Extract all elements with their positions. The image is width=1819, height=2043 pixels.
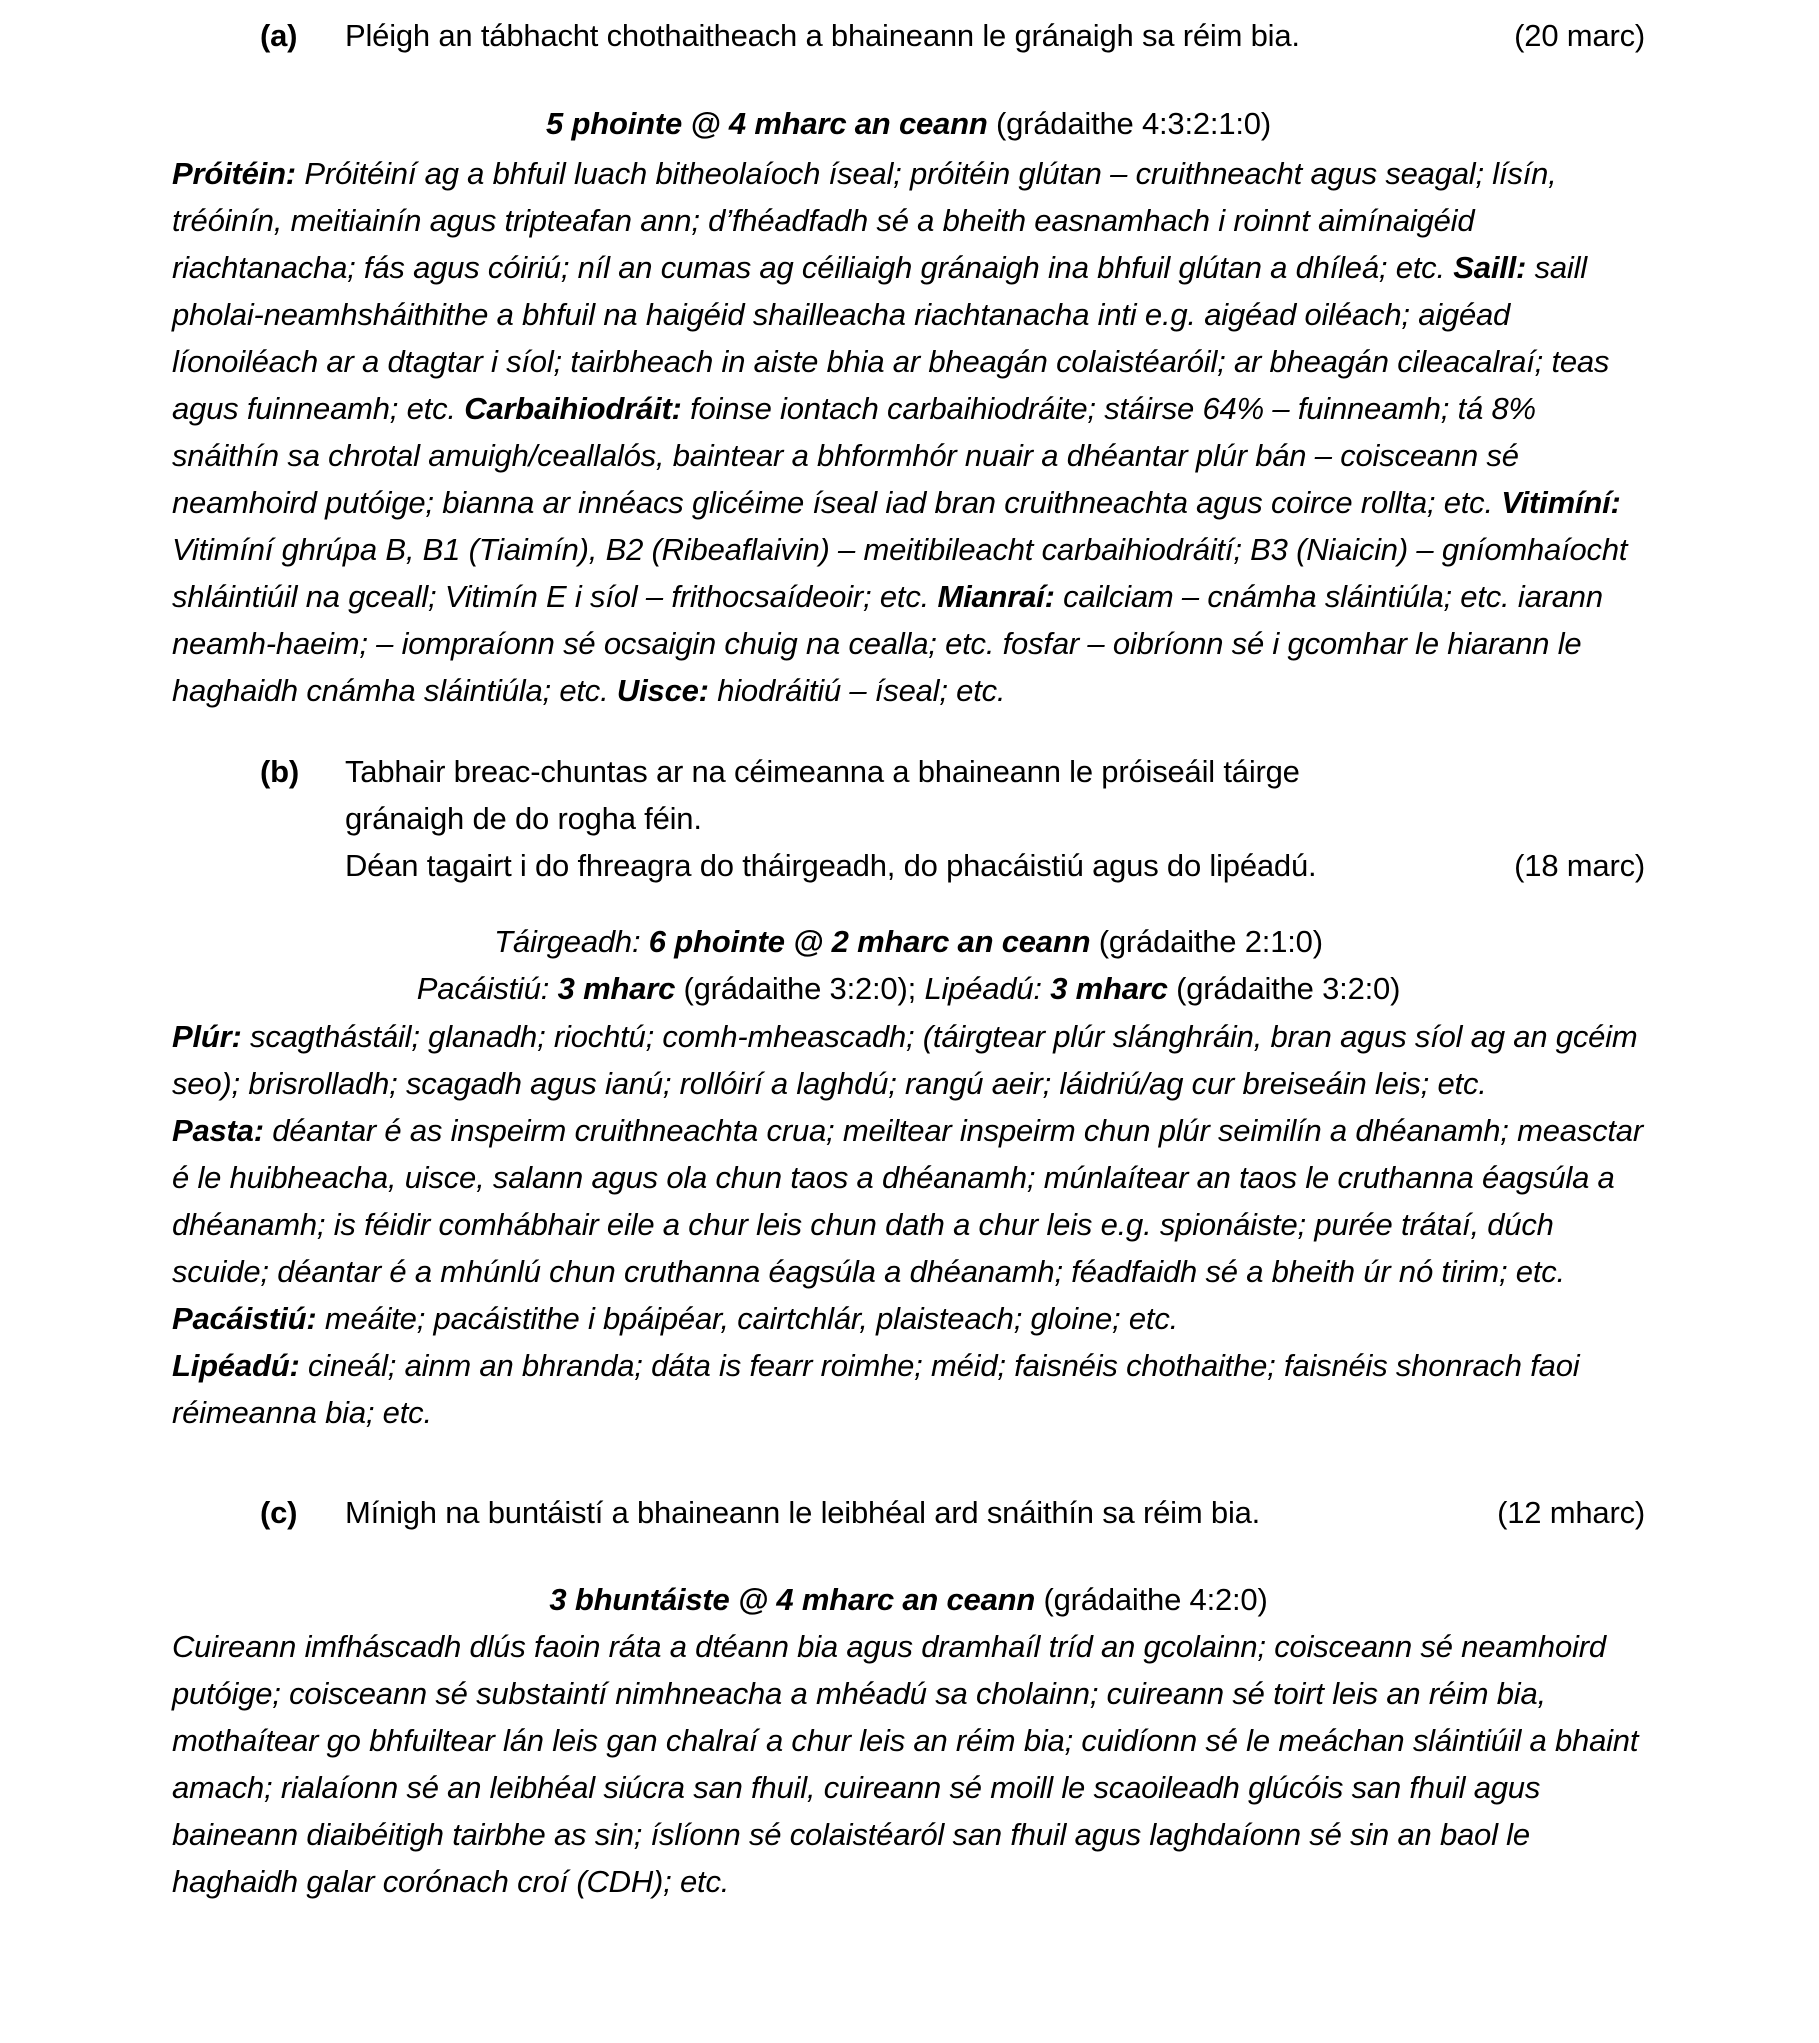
- text-run: 3 mharc: [557, 971, 676, 1006]
- text-run: Pacáistiú:: [416, 971, 558, 1006]
- text-run: Vitimíní:: [1501, 485, 1621, 520]
- question-a-indent: [172, 12, 260, 59]
- text-run: Lipéadú:: [924, 971, 1051, 1006]
- question-b-line-3: Déan tagairt i do fhreagra do tháirgeadh, do phacáistiú agus do lipéadú.: [345, 848, 1317, 883]
- section-c: [172, 1489, 1645, 1905]
- text-run: (grádaithe 4:2:0): [1035, 1582, 1268, 1617]
- question-c-marks: (12 mharc): [1497, 1495, 1645, 1530]
- question-b-indent: [172, 748, 260, 889]
- text-run: 3 mharc: [1050, 971, 1168, 1006]
- text-run: (grádaithe 3:2:0);: [675, 971, 925, 1006]
- text-run: meáite; pacáistithe i bpáipéar, cairtchlár, plaisteach; gloine; etc.: [324, 1301, 1179, 1336]
- marking-scheme-line-b1: [172, 918, 1645, 965]
- marking-scheme-b: [172, 918, 1645, 1012]
- question-c-text: Mínigh na buntáistí a bhaineann le leibhéal ard snáithín sa réim bia.: [345, 1495, 1261, 1530]
- question-c-indent: [172, 1489, 260, 1536]
- text-run: Saill:: [1453, 250, 1535, 285]
- question-b-label: (b): [260, 754, 299, 789]
- section-a: [172, 12, 1645, 714]
- question-a-label: (a): [260, 18, 298, 53]
- text-run: Mianraí:: [937, 579, 1064, 614]
- question-b-line-1: Tabhair breac-chuntas ar na céimeanna a bhaineann le próiseáil táirge: [345, 754, 1300, 789]
- text-run: saill pholai-neamhsháithithe a bhfuil na haigéid shailleacha riachtanacha inti e.g. aigéad oiléach; aigéad líonoiléach ar a dtagtar i síol; tairbheach in aiste bhia ar bheagán colaistéaróil; ar bheagán cileacalraí; teas agus fuinneamh; etc.: [172, 250, 1610, 426]
- text-run: déantar é as inspeirm cruithneachta crua; meiltear inspeirm chun plúr seimilín a dhéanamh; measctar é le huibheacha, uisce, salann agus ola chun taos a dhéanamh; múnlaítear an taos le cruthanna éagsúla a dhéanamh; is féidir comhábhair eile a chur leis chun dath a chur leis e.g. spionáiste; purée trátaí, dúch scuide; déantar é a mhúnlú chun cruthanna éagsúla a dhéanamh; féadfaidh sé a bheith úr nó tirim; etc.: [172, 1113, 1643, 1289]
- text-run: Próitéin:: [172, 156, 305, 191]
- marking-scheme-line-b2: [172, 965, 1645, 1012]
- answer-paragraph-a: [172, 150, 1645, 714]
- question-a-marks: (20 marc): [1514, 18, 1645, 53]
- answers-b: [172, 1013, 1645, 1436]
- answer-paragraph-packaging: [172, 1295, 1645, 1342]
- answer-paragraph-labelling: [172, 1342, 1645, 1436]
- text-run: Carbaihiodráit:: [464, 391, 691, 426]
- text-run: Próitéiní ag a bhfuil luach bitheolaíoch íseal; próitéin glútan – cruithneacht agus seagal; lísín, tréóinín, meitiainín agus tripteafan ann; d’fhéadfadh sé a bheith easnamhach i roinnt aimínaigéid riachtanacha; fás agus cóiriú; níl an cumas ag céiliaigh gránaigh ina bhfuil glútan a dhíleá; etc.: [172, 156, 1557, 285]
- text-run: scagthástáil; glanadh; riochtú; comh-mheascadh; (táirgtear plúr slánghráin, bran agus síol ag an gcéim seo); brisrolladh; scagadh agus ianú; rollóirí a laghdú; rangú aeir; láidriú/ag cur breiseáin leis; etc.: [172, 1019, 1638, 1101]
- text-run: Pacáistiú:: [172, 1301, 325, 1336]
- question-b-marks: (18 marc): [1514, 848, 1645, 883]
- text-run: Uisce:: [616, 673, 718, 708]
- question-a-text: Pléigh an tábhacht chothaitheach a bhaineann le gránaigh sa réim bia.: [345, 18, 1300, 53]
- text-run: 5 phointe @ 4 mharc an ceann: [546, 106, 988, 141]
- text-run: Vitimíní ghrúpa B, B1 (Tiaimín), B2 (Ribeaflaivin) – meitibileacht carbaihiodráití; B3 (Niaicin) – gníomhaíocht shláintiúil na gceall; Vitimín E i síol – frithocsaídeoir; etc.: [172, 532, 1628, 614]
- marking-scheme-line-c: [172, 1576, 1645, 1623]
- text-run: Cuireann imfháscadh dlús faoin ráta a dtéann bia agus dramhaíl tríd an gcolainn; coisceann sé neamhoird putóige; coisceann sé substaintí nimhneacha a mhéadú sa cholainn; cuireann sé toirt leis an réim bia, mothaítear go bhfuiltear lán leis gan chalraí a chur leis an réim bia; cuidíonn sé le meáchan sláintiúil a bhaint amach; rialaíonn sé an leibhéal siúcra san fhuil, cuireann sé moill le scaoileadh glúcóis san fhuil agus baineann diaibéitigh tairbhe as sin; íslíonn sé colaistéaról san fhuil agus laghdaíonn sé sin an baol le haghaidh galar corónach croí (CDH); etc.: [172, 1629, 1639, 1899]
- answer-paragraph-c: [172, 1623, 1645, 1905]
- question-c-label: (c): [260, 1495, 298, 1530]
- question-c-header: [172, 1489, 1645, 1536]
- text-run: foinse iontach carbaihiodráite; stáirse 64% – fuinneamh; tá 8% snáithín sa chrotal amuigh/ceallalós, baintear a bhformhór nuair a dhéantar plúr bán – coisceann sé neamhoird putóige; bianna ar innéacs glicéime íseal iad bran cruithneachta agus coirce rollta; etc.: [172, 391, 1536, 520]
- question-b-line-2: gránaigh de do rogha féin.: [345, 801, 702, 836]
- question-b-header: [172, 748, 1645, 889]
- text-run: Pasta:: [172, 1113, 273, 1148]
- text-run: (grádaithe 3:2:0): [1167, 971, 1401, 1006]
- question-a-header: [172, 12, 1645, 59]
- text-run: cailciam – cnámha sláintiúla; etc. iarann neamh-haeim; – iompraíonn sé ocsaigin chuig na cealla; etc. fosfar – oibríonn sé i gcomhar le hiarann le haghaidh cnámha sláintiúla; etc.: [172, 579, 1603, 708]
- text-run: 6 phointe @ 2 mharc an ceann: [648, 924, 1091, 959]
- text-run: (grádaithe 4:3:2:1:0): [987, 106, 1271, 141]
- text-run: 3 bhuntáiste @ 4 mharc an ceann: [549, 1582, 1036, 1617]
- text-run: Plúr:: [172, 1019, 251, 1054]
- text-run: cineál; ainm an bhranda; dáta is fearr roimhe; méid; faisnéis chothaithe; faisnéis shonrach faoi réimeanna bia; etc.: [172, 1348, 1580, 1430]
- text-run: Táirgeadh:: [494, 924, 649, 959]
- question-b-text: [345, 748, 1494, 889]
- text-run: (grádaithe 2:1:0): [1090, 924, 1323, 959]
- answer-paragraph-pasta: [172, 1107, 1645, 1295]
- text-run: hiodráitiú – íseal; etc.: [717, 673, 1006, 708]
- text-run: Lipéadú:: [172, 1348, 308, 1383]
- section-b: [172, 748, 1645, 1436]
- marking-scheme-line-a: [172, 100, 1645, 147]
- answer-paragraph-flour: [172, 1013, 1645, 1107]
